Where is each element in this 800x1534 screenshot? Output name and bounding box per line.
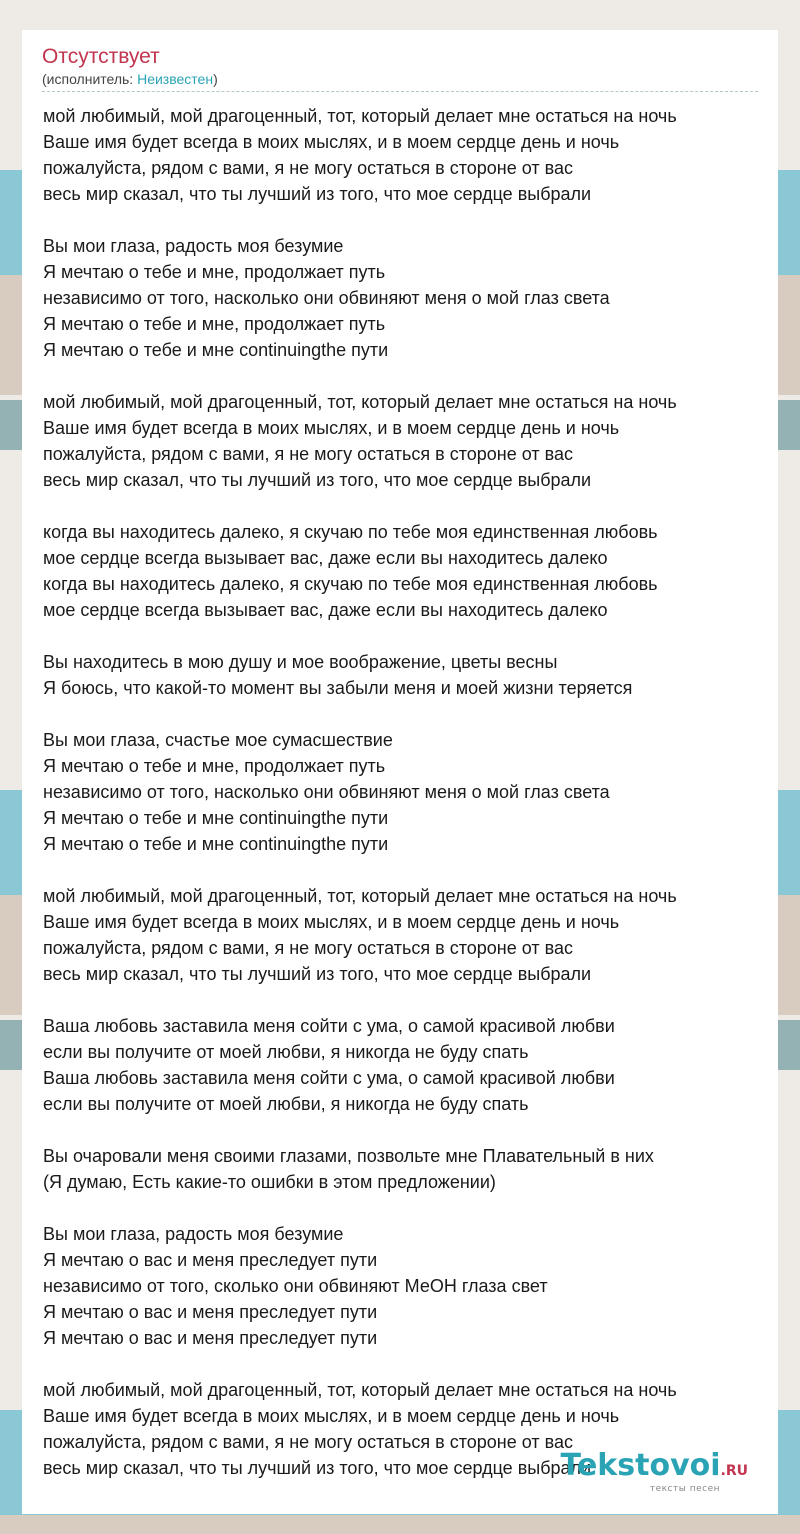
logo-wordmark	[560, 1450, 748, 1487]
lyrics-line: Ваше имя будет всегда в моих мыслях, и в моем сердце день и ночь	[43, 132, 620, 152]
lyrics-line: весь мир сказал, что ты лучший из того, что мое сердце выбрали	[43, 964, 592, 984]
lyrics-line: Вы находитесь в мою душу и мое воображение, цветы весны	[43, 652, 558, 672]
header-divider	[42, 91, 758, 92]
lyrics-stanza	[43, 519, 677, 623]
lyrics-line: Я мечтаю о вас и меня преследует пути	[43, 1328, 378, 1348]
logo-tagline: тексты песен	[649, 1484, 720, 1494]
lyrics-line: Ваше имя будет всегда в моих мыслях, и в моем сердце день и ночь	[43, 418, 620, 438]
lyrics-line: Вы очаровали меня своими глазами, позвольте мне Плавательный в них	[43, 1146, 654, 1166]
lyrics-line: весь мир сказал, что ты лучший из того, что мое сердце выбрали	[43, 184, 592, 204]
lyrics-line: Ваша любовь заставила меня сойти с ума, о самой красивой любви	[43, 1068, 615, 1088]
lyrics-line: Я мечтаю о вас и меня преследует пути	[43, 1302, 378, 1322]
song-title: Отсутствует	[42, 45, 160, 68]
lyrics-line: Я мечтаю о тебе и мне continuingthe пути	[43, 340, 389, 360]
lyrics-line: Ваше имя будет всегда в моих мыслях, и в моем сердце день и ночь	[43, 912, 620, 932]
lyrics-line: Ваше имя будет всегда в моих мыслях, и в моем сердце день и ночь	[43, 1406, 620, 1426]
lyrics-line: пожалуйста, рядом с вами, я не могу остаться в стороне от вас	[43, 444, 573, 464]
lyrics-line: когда вы находитесь далеко, я скучаю по тебе моя единственная любовь	[43, 574, 658, 594]
artist-link[interactable]: Неизвестен	[137, 71, 214, 87]
lyrics-stanza	[43, 233, 677, 363]
lyrics-body	[43, 103, 677, 1507]
lyrics-line: Ваша любовь заставила меня сойти с ума, о самой красивой любви	[43, 1016, 615, 1036]
lyrics-line: Я мечтаю о тебе и мне continuingthe пути	[43, 808, 389, 828]
lyrics-line: Вы мои глаза, радость моя безумие	[43, 1224, 344, 1244]
lyrics-line: Я мечтаю о вас и меня преследует пути	[43, 1250, 378, 1270]
lyrics-line: мое сердце всегда вызывает вас, даже если вы находитесь далеко	[43, 548, 608, 568]
lyrics-stanza	[43, 389, 677, 493]
lyrics-line: если вы получите от моей любви, я никогда не буду спать	[43, 1042, 529, 1062]
lyrics-line: независимо от того, насколько они обвиняют меня о мой глаз света	[43, 288, 610, 308]
lyrics-line: мой любимый, мой драгоценный, тот, который делает мне остаться на ночь	[43, 1380, 677, 1400]
lyrics-line: Вы мои глаза, счастье мое сумасшествие	[43, 730, 393, 750]
lyrics-line: мой любимый, мой драгоценный, тот, который делает мне остаться на ночь	[43, 106, 677, 126]
lyrics-stanza	[43, 649, 677, 701]
logo-tld: .RU	[720, 1463, 748, 1479]
lyrics-stanza	[43, 727, 677, 857]
lyrics-line: мой любимый, мой драгоценный, тот, который делает мне остаться на ночь	[43, 392, 677, 412]
lyrics-line: Я мечтаю о тебе и мне, продолжает путь	[43, 314, 386, 334]
lyrics-line: Вы мои глаза, радость моя безумие	[43, 236, 344, 256]
lyrics-line: Я мечтаю о тебе и мне continuingthe пути	[43, 834, 389, 854]
lyrics-line: весь мир сказал, что ты лучший из того, что мое сердце выбрали	[43, 1458, 592, 1478]
lyrics-line: когда вы находитесь далеко, я скучаю по тебе моя единственная любовь	[43, 522, 658, 542]
lyrics-line: мой любимый, мой драгоценный, тот, который делает мне остаться на ночь	[43, 886, 677, 906]
lyrics-line: пожалуйста, рядом с вами, я не могу остаться в стороне от вас	[43, 158, 573, 178]
lyrics-line: Я мечтаю о тебе и мне, продолжает путь	[43, 262, 386, 282]
lyrics-line: (Я думаю, Есть какие-то ошибки в этом предложении)	[43, 1172, 496, 1192]
logo-name: Tekstovoi	[560, 1448, 721, 1483]
lyrics-line: независимо от того, сколько они обвиняют МеОН глаза свет	[43, 1276, 548, 1296]
lyrics-line: мое сердце всегда вызывает вас, даже если вы находитесь далеко	[43, 600, 608, 620]
lyrics-stanza	[43, 1013, 677, 1117]
lyrics-stanza	[43, 103, 677, 207]
lyrics-line: если вы получите от моей любви, я никогда не буду спать	[43, 1094, 529, 1114]
lyrics-line: пожалуйста, рядом с вами, я не могу остаться в стороне от вас	[43, 938, 573, 958]
lyrics-stanza	[43, 1143, 677, 1195]
lyrics-card	[22, 30, 778, 1514]
artist-line	[42, 70, 218, 88]
lyrics-line: Я боюсь, что какой-то момент вы забыли меня и моей жизни теряется	[43, 678, 633, 698]
lyrics-stanza	[43, 1221, 677, 1351]
lyrics-line: пожалуйста, рядом с вами, я не могу остаться в стороне от вас	[43, 1432, 573, 1452]
lyrics-line: Я мечтаю о тебе и мне, продолжает путь	[43, 756, 386, 776]
lyrics-line: весь мир сказал, что ты лучший из того, что мое сердце выбрали	[43, 470, 592, 490]
song-header	[42, 44, 218, 88]
lyrics-line: независимо от того, насколько они обвиняют меня о мой глаз света	[43, 782, 610, 802]
artist-prefix: (исполнитель:	[42, 71, 138, 87]
site-logo[interactable]	[560, 1450, 748, 1494]
lyrics-stanza	[43, 883, 677, 987]
artist-suffix: )	[213, 71, 218, 87]
